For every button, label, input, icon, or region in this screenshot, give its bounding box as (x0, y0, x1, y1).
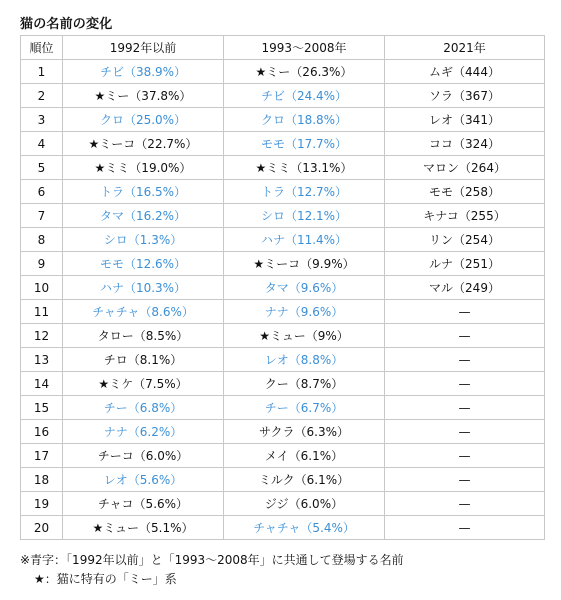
rank-cell: 17 (21, 444, 63, 468)
table-row (21, 252, 545, 276)
2021-cell: マロン（264） (385, 156, 545, 180)
2021-cell: ルナ（251） (385, 252, 545, 276)
ranking-body (21, 60, 545, 540)
2021-cell: ソラ（367） (385, 84, 545, 108)
1993-2008-cell: タマ（9.6%） (224, 276, 385, 300)
1993-2008-cell: ★ミミ（13.1%） (224, 156, 385, 180)
header-2021: 2021年 (385, 36, 545, 60)
before-1992-cell: ハナ（10.3%） (63, 276, 224, 300)
rank-cell: 7 (21, 204, 63, 228)
1993-2008-cell: トラ（12.7%） (224, 180, 385, 204)
table-row (21, 396, 545, 420)
1993-2008-cell: レオ（8.8%） (224, 348, 385, 372)
rank-cell: 12 (21, 324, 63, 348)
2021-cell: マル（249） (385, 276, 545, 300)
rank-cell: 19 (21, 492, 63, 516)
1993-2008-cell: ★ミュー（9%） (224, 324, 385, 348)
2021-cell: キナコ（255） (385, 204, 545, 228)
before-1992-cell: チャチャ（8.6%） (63, 300, 224, 324)
2021-cell: — (385, 468, 545, 492)
table-row (21, 228, 545, 252)
2021-cell: リン（254） (385, 228, 545, 252)
rank-cell: 5 (21, 156, 63, 180)
rank-cell: 1 (21, 60, 63, 84)
2021-cell: — (385, 372, 545, 396)
page-title: 猫の名前の変化 (20, 17, 113, 32)
table-row (21, 180, 545, 204)
1993-2008-cell: ジジ（6.0%） (224, 492, 385, 516)
rank-cell: 8 (21, 228, 63, 252)
rank-cell: 20 (21, 516, 63, 540)
1993-2008-cell: モモ（17.7%） (224, 132, 385, 156)
2021-cell: — (385, 444, 545, 468)
header-rank: 順位 (21, 36, 63, 60)
1993-2008-cell: クー（8.7%） (224, 372, 385, 396)
table-row (21, 420, 545, 444)
before-1992-cell: チーコ（6.0%） (63, 444, 224, 468)
1993-2008-cell: ナナ（9.6%） (224, 300, 385, 324)
before-1992-cell: シロ（1.3%） (63, 228, 224, 252)
2021-cell: モモ（258） (385, 180, 545, 204)
1993-2008-cell: サクラ（6.3%） (224, 420, 385, 444)
before-1992-cell: チビ（38.9%） (63, 60, 224, 84)
table-row (21, 444, 545, 468)
table-row (21, 276, 545, 300)
1993-2008-cell: チビ（24.4%） (224, 84, 385, 108)
rank-cell: 9 (21, 252, 63, 276)
footnote-star: ★：猫に特有の「ミー」系 (34, 572, 177, 586)
header-row (21, 36, 545, 60)
before-1992-cell: ナナ（6.2%） (63, 420, 224, 444)
1993-2008-cell: シロ（12.1%） (224, 204, 385, 228)
2021-cell: — (385, 516, 545, 540)
table-row (21, 84, 545, 108)
table-row (21, 516, 545, 540)
before-1992-cell: ★ミュー（5.1%） (63, 516, 224, 540)
before-1992-cell: ★ミー（37.8%） (63, 84, 224, 108)
2021-cell: — (385, 324, 545, 348)
rank-cell: 14 (21, 372, 63, 396)
table-row (21, 324, 545, 348)
1993-2008-cell: ハナ（11.4%） (224, 228, 385, 252)
1993-2008-cell: チャチャ（5.4%） (224, 516, 385, 540)
1993-2008-cell: チー（6.7%） (224, 396, 385, 420)
before-1992-cell: ★ミケ（7.5%） (63, 372, 224, 396)
rank-cell: 13 (21, 348, 63, 372)
before-1992-cell: チャコ（5.6%） (63, 492, 224, 516)
rank-cell: 18 (21, 468, 63, 492)
cat-name-ranking-table (20, 35, 545, 540)
header-1993-2008: 1993〜2008年 (224, 36, 385, 60)
2021-cell: — (385, 348, 545, 372)
rank-cell: 10 (21, 276, 63, 300)
rank-cell: 11 (21, 300, 63, 324)
before-1992-cell: チロ（8.1%） (63, 348, 224, 372)
rank-cell: 2 (21, 84, 63, 108)
table-row (21, 204, 545, 228)
table-row (21, 108, 545, 132)
rank-cell: 6 (21, 180, 63, 204)
table-row (21, 132, 545, 156)
1993-2008-cell: ★ミー（26.3%） (224, 60, 385, 84)
2021-cell: — (385, 492, 545, 516)
1993-2008-cell: ミルク（6.1%） (224, 468, 385, 492)
before-1992-cell: タロー（8.5%） (63, 324, 224, 348)
table-row (21, 156, 545, 180)
table-row (21, 300, 545, 324)
before-1992-cell: モモ（12.6%） (63, 252, 224, 276)
table-row (21, 492, 545, 516)
rank-cell: 3 (21, 108, 63, 132)
1993-2008-cell: クロ（18.8%） (224, 108, 385, 132)
before-1992-cell: チー（6.8%） (63, 396, 224, 420)
2021-cell: ムギ（444） (385, 60, 545, 84)
2021-cell: — (385, 420, 545, 444)
before-1992-cell: トラ（16.5%） (63, 180, 224, 204)
2021-cell: ココ（324） (385, 132, 545, 156)
before-1992-cell: ★ミーコ（22.7%） (63, 132, 224, 156)
1993-2008-cell: メイ（6.1%） (224, 444, 385, 468)
2021-cell: — (385, 396, 545, 420)
rank-cell: 16 (21, 420, 63, 444)
1993-2008-cell: ★ミーコ（9.9%） (224, 252, 385, 276)
before-1992-cell: クロ（25.0%） (63, 108, 224, 132)
2021-cell: レオ（341） (385, 108, 545, 132)
rank-cell: 15 (21, 396, 63, 420)
table-row (21, 348, 545, 372)
2021-cell: — (385, 300, 545, 324)
rank-cell: 4 (21, 132, 63, 156)
before-1992-cell: タマ（16.2%） (63, 204, 224, 228)
footnote-blue-text: ※青字：「1992年以前」と「1993〜2008年」に共通して登場する名前 (20, 553, 404, 567)
before-1992-cell: レオ（5.6%） (63, 468, 224, 492)
before-1992-cell: ★ミミ（19.0%） (63, 156, 224, 180)
table-row (21, 372, 545, 396)
table-row (21, 468, 545, 492)
header-before-1992: 1992年以前 (63, 36, 224, 60)
table-row (21, 60, 545, 84)
